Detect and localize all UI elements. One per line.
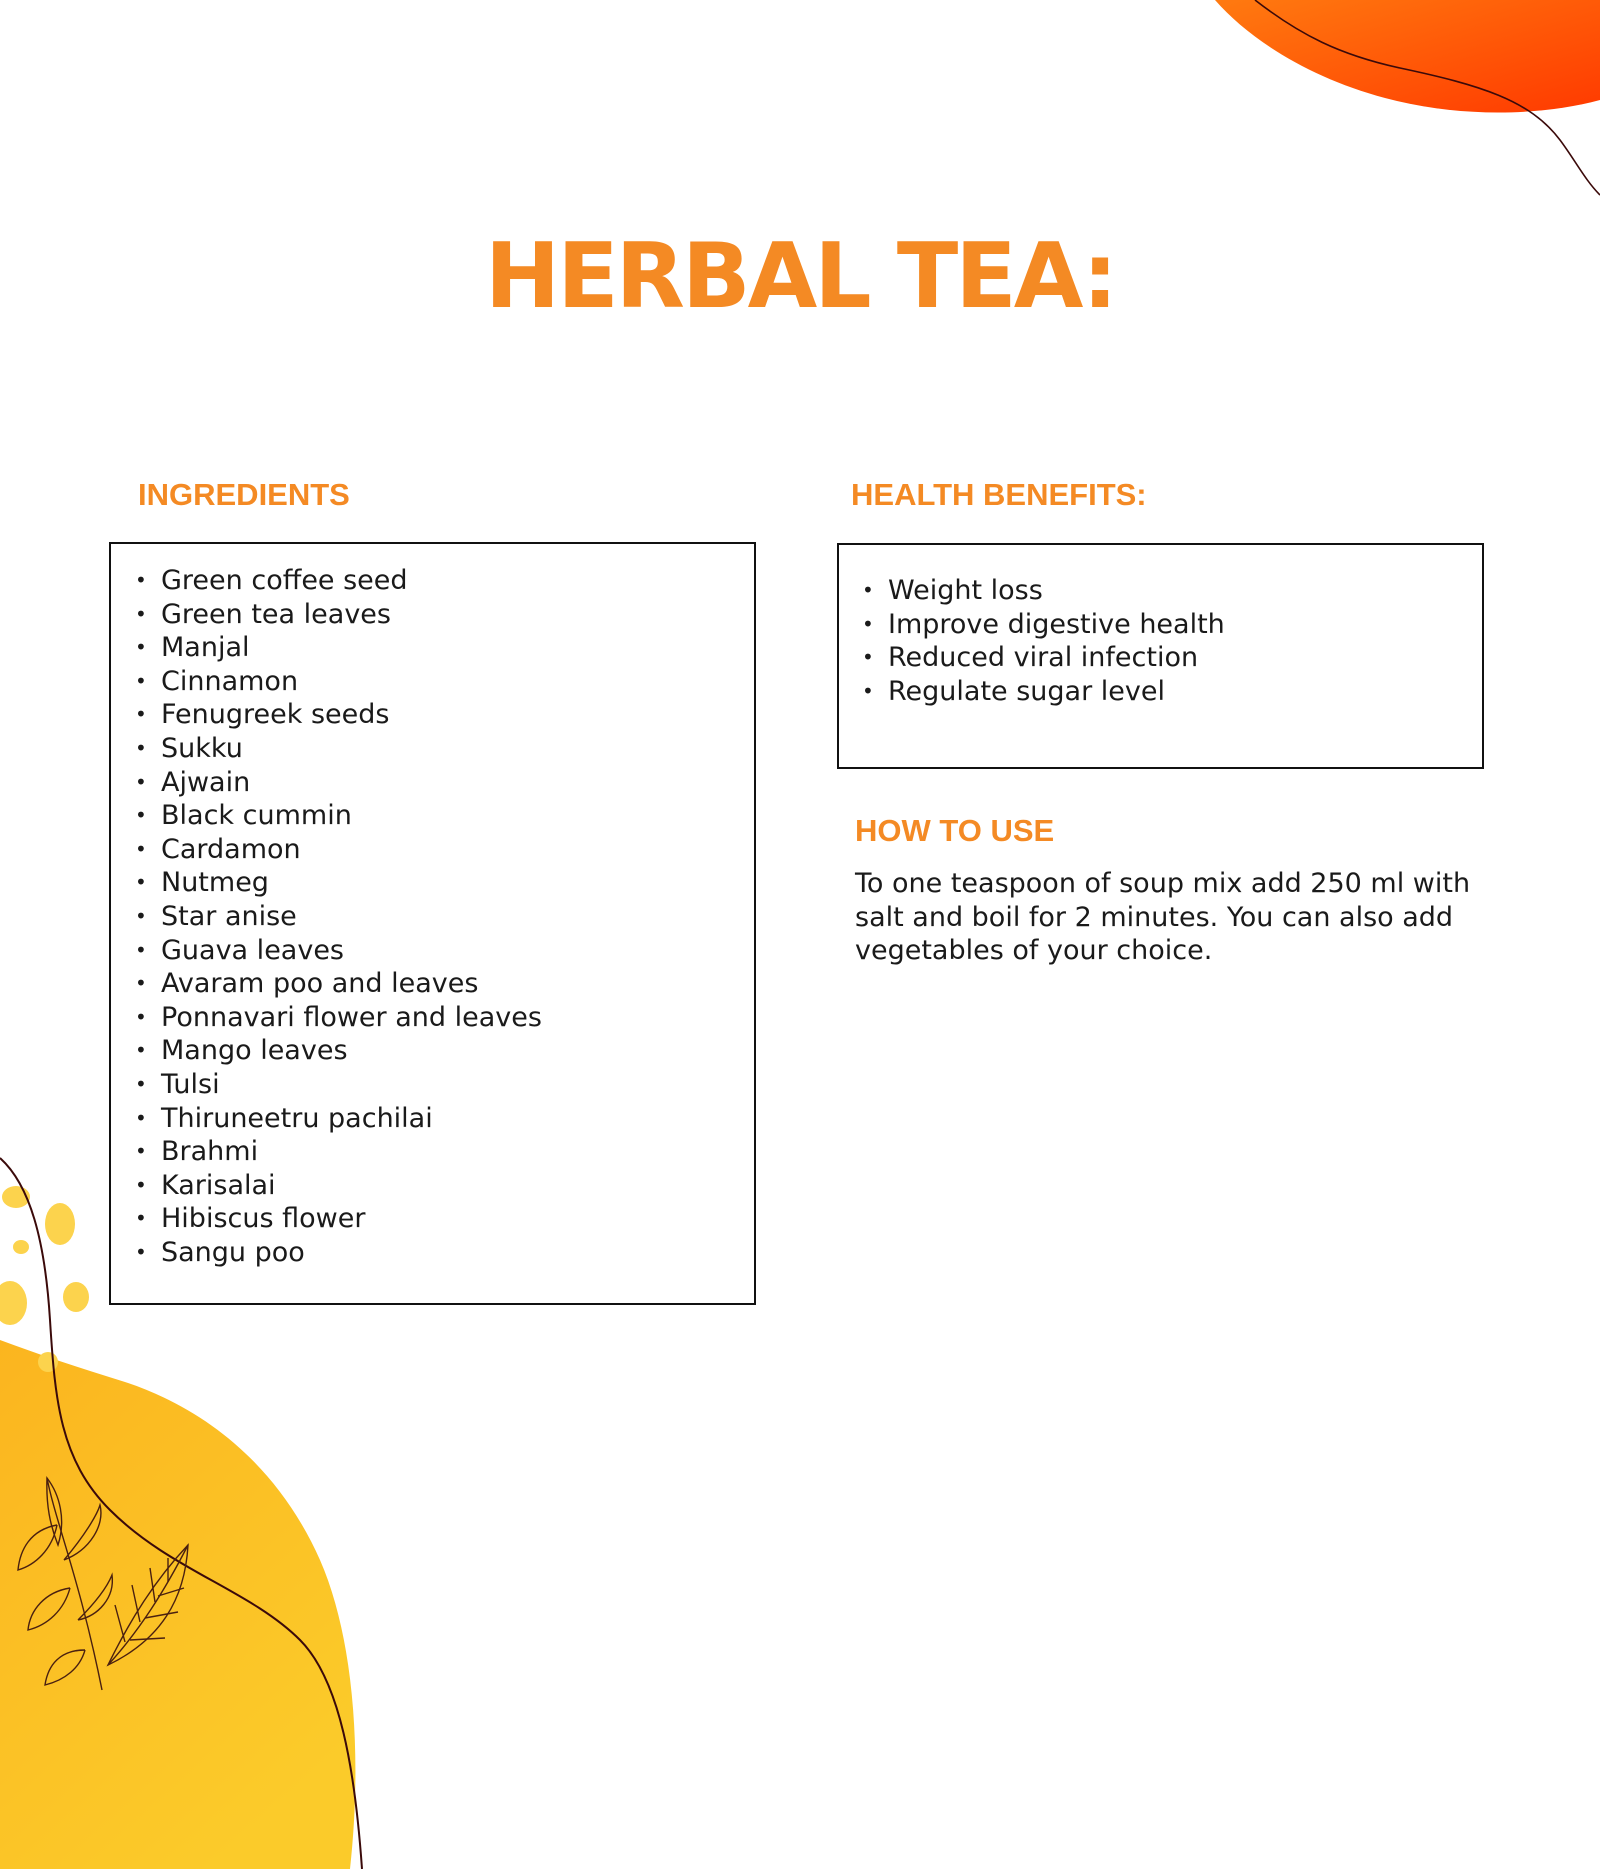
ingredient-item: • Ponnavari flower and leaves: [135, 1001, 542, 1035]
bottom-left-blob: [0, 1340, 355, 1869]
ingredient-item: • Black cummin: [135, 799, 542, 833]
page-title: HERBAL TEA:: [484, 224, 1116, 329]
ingredient-item: • Cinnamon: [135, 665, 542, 699]
how-to-use-heading: HOW TO USE: [855, 813, 1055, 848]
ingredient-item: • Ajwain: [135, 766, 542, 800]
ingredient-item: • Guava leaves: [135, 934, 542, 968]
ingredient-item: • Hibiscus flower: [135, 1202, 542, 1236]
benefit-item: • Reduced viral infection: [862, 641, 1225, 675]
ingredient-item: • Sukku: [135, 732, 542, 766]
ingredient-item: • Green coffee seed: [135, 564, 542, 598]
top-right-blob: [1215, 0, 1600, 113]
ingredient-item: • Tulsi: [135, 1068, 542, 1102]
health-benefits-list: [862, 574, 1225, 708]
yellow-dots: [0, 1186, 89, 1372]
health-benefits-heading: HEALTH BENEFITS:: [851, 477, 1147, 512]
benefit-item: • Weight loss: [862, 574, 1225, 608]
ingredients-heading: INGREDIENTS: [138, 477, 350, 512]
ingredient-item: • Avaram poo and leaves: [135, 967, 542, 1001]
leaf-illustration: [18, 1478, 188, 1690]
top-right-curve: [1255, 0, 1600, 195]
ingredients-list: [135, 564, 542, 1269]
benefit-item: • Regulate sugar level: [862, 675, 1225, 709]
how-to-use-text: To one teaspoon of soup mix add 250 ml with salt and boil for 2 minutes. You can also add vegetables of your choice.: [855, 868, 1471, 966]
ingredient-item: • Karisalai: [135, 1169, 542, 1203]
ingredient-item: • Star anise: [135, 900, 542, 934]
ingredient-item: • Manjal: [135, 631, 542, 665]
benefit-item: • Improve digestive health: [862, 608, 1225, 642]
ingredient-item: • Thiruneetru pachilai: [135, 1102, 542, 1136]
ingredient-item: • Brahmi: [135, 1135, 542, 1169]
ingredient-item: • Sangu poo: [135, 1236, 542, 1270]
ingredient-item: • Mango leaves: [135, 1034, 542, 1068]
ingredient-item: • Fenugreek seeds: [135, 698, 542, 732]
ingredient-item: • Cardamon: [135, 833, 542, 867]
ingredient-item: • Nutmeg: [135, 866, 542, 900]
ingredient-item: • Green tea leaves: [135, 598, 542, 632]
